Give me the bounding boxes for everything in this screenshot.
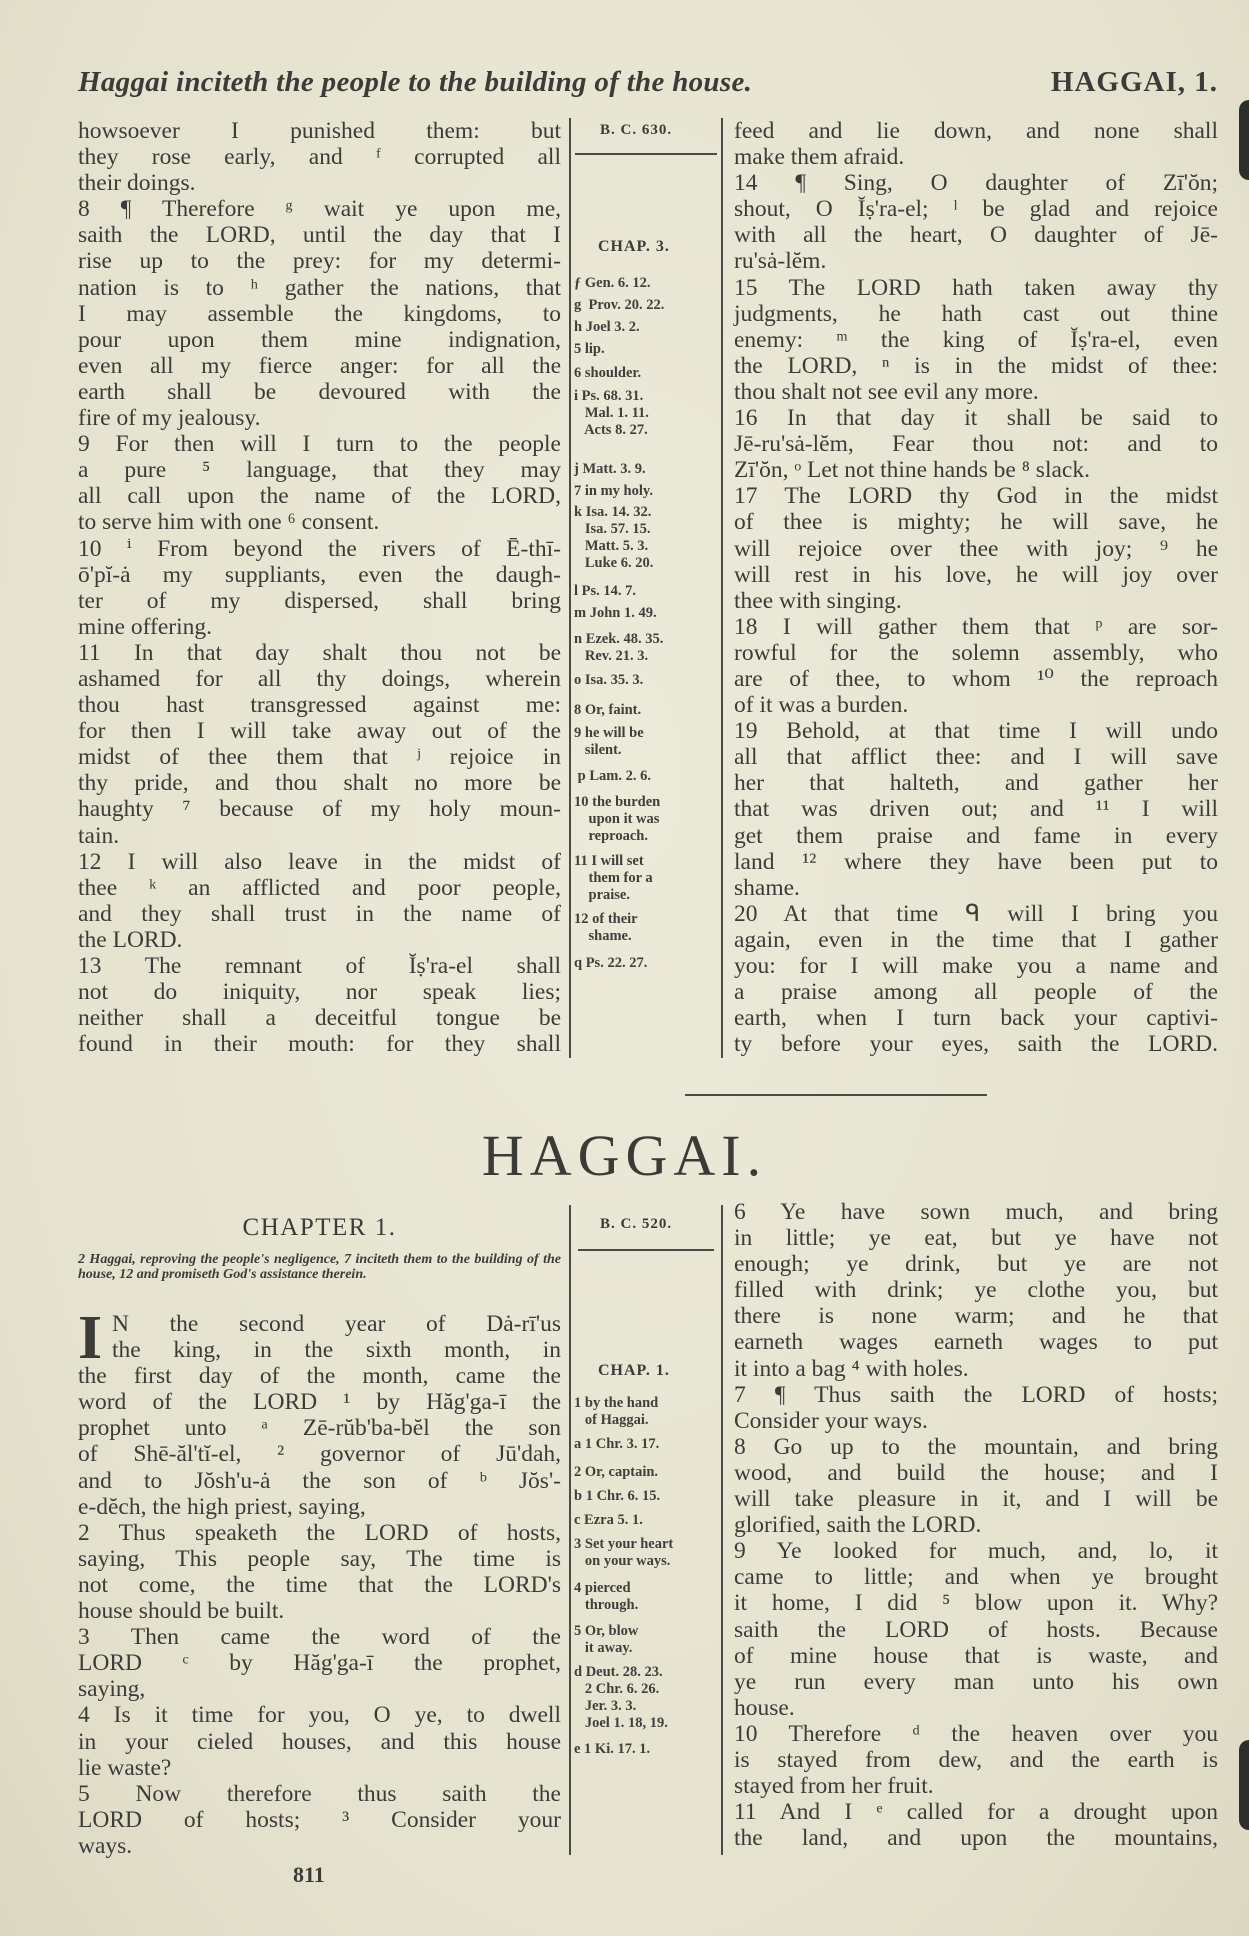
text-line: 13 The remnant of Ĭṣ'ra-el shall: [78, 953, 561, 979]
text-line: stayed from her fruit.: [734, 1773, 934, 1800]
text-line: saith the LORD of hosts. Because: [734, 1616, 1218, 1643]
text-line: ō'pĭ-ȧ my suppliants, even the daugh-: [78, 561, 561, 588]
text-line: 10 ⁱ From beyond the rivers of Ē-thī-: [78, 535, 561, 562]
text-line: there is none warm; and he that: [734, 1303, 1218, 1330]
text-line: the first day of the month, came the: [78, 1363, 561, 1390]
text-line: tain.: [78, 822, 120, 849]
text-line: her that halteth, and gather her: [734, 770, 1218, 797]
margin-note: q Ps. 22. 27.: [574, 955, 648, 971]
text-line: 16 In that day it shall be said to: [734, 405, 1218, 432]
text-line: 9 For then will I turn to the people: [78, 431, 561, 458]
text-line: howsoever I punished them: but: [78, 118, 561, 144]
text-line: 9 Ye looked for much, and, lo, it: [734, 1538, 1218, 1565]
text-line: ashamed for all thy doings, wherein: [78, 665, 561, 692]
text-line: the king, in the sixth month, in: [112, 1337, 561, 1364]
era-label: B. C. 630.: [600, 122, 673, 138]
text-line: and they shall trust in the name of: [78, 900, 561, 927]
book-title: HAGGAI.: [481, 1123, 768, 1188]
text-line: a praise among all people of the: [734, 979, 1218, 1006]
text-line: of mine house that is waste, and: [734, 1642, 1218, 1669]
text-line: land ¹² where they have been put to: [734, 848, 1218, 875]
text-line: I may assemble the kingdoms, to: [78, 300, 561, 327]
text-line: wood, and build the house; and I: [734, 1459, 1218, 1486]
text-line: haughty ⁷ because of my holy moun-: [78, 796, 561, 823]
column-divider: [721, 118, 723, 1058]
running-head-chapter: HAGGAI, 1.: [1050, 66, 1218, 98]
text-line: midst of thee them that ʲ rejoice in: [78, 744, 561, 771]
text-line: 15 The LORD hath taken away thy: [734, 274, 1218, 301]
margin-note: g Prov. 20. 22.: [574, 297, 665, 313]
text-line: 14 ¶ Sing, O daughter of Zī'ŏn;: [734, 170, 1218, 197]
margin-rule: [575, 153, 717, 155]
text-line: get them praise and fame in every: [734, 822, 1218, 849]
margin-note: n Ezek. 48. 35. Rev. 21. 3.: [574, 631, 664, 664]
text-line: 12 I will also leave in the midst of: [78, 848, 561, 875]
text-line: judgments, he hath cast out thine: [734, 300, 1218, 327]
text-line: thy pride, and thou shalt no more be: [78, 770, 561, 797]
text-line: you: for I will make you a name and: [734, 953, 1218, 979]
text-line: their doings.: [78, 170, 196, 197]
text-line: 8 ¶ Therefore ᵍ wait ye upon me,: [78, 196, 561, 223]
text-line: not come, the time that the LORD's: [78, 1571, 561, 1598]
margin-note: 9 he will be silent.: [574, 725, 644, 758]
text-line: all call upon the name of the LORD,: [78, 483, 561, 510]
text-line: filled with drink; ye clothe you, but: [734, 1277, 1218, 1304]
text-line: feed and lie down, and none shall: [734, 118, 1218, 144]
margin-chapter-label: CHAP. 3.: [598, 238, 670, 255]
text-line: rowful for the solemn assembly, who: [734, 639, 1218, 666]
margin-note: 3 Set your heart on your ways.: [574, 1536, 674, 1569]
margin-note: o Isa. 35. 3.: [574, 672, 644, 688]
text-line: ter of my dispersed, shall bring: [78, 587, 561, 614]
text-line: thee ᵏ an afflicted and poor people,: [78, 874, 561, 901]
text-line: again, even in the time that I gather: [734, 926, 1218, 953]
margin-note: 1 by the hand of Haggai.: [574, 1395, 659, 1428]
margin-note: 5 Or, blow it away.: [574, 1623, 639, 1656]
text-line: will take pleasure in it, and I will be: [734, 1486, 1218, 1513]
margin-note: 6 shoulder.: [574, 365, 642, 381]
page-number: 811: [293, 1862, 325, 1887]
text-line: the LORD.: [78, 926, 183, 953]
text-line: enemy: ᵐ the king of Ĭṣ'ra-el, even: [734, 326, 1218, 353]
text-line: N the second year of Dȧ-rī'us: [112, 1311, 561, 1337]
text-line: came to little; and when ye brought: [734, 1564, 1218, 1591]
margin-note: e 1 Ki. 17. 1.: [574, 1741, 651, 1757]
margin-rule: [578, 1249, 714, 1251]
text-line: 6 Ye have sown much, and bring: [734, 1199, 1218, 1225]
text-line: nation is to ʰ gather the nations, that: [78, 274, 561, 301]
zephaniah-right-column: [734, 118, 1218, 1057]
text-line: enough; ye drink, but ye are not: [734, 1251, 1218, 1278]
text-line: 7 ¶ Thus saith the LORD of hosts;: [734, 1381, 1218, 1408]
text-line: 3 Then came the word of the: [78, 1624, 561, 1651]
margin-note: m John 1. 49.: [574, 605, 657, 621]
text-line: to serve him with one ⁶ consent.: [78, 509, 380, 536]
text-line: the land, and upon the mountains,: [734, 1825, 1218, 1852]
thumb-index-tab: [1239, 1740, 1249, 1830]
margin-note: 4 pierced through.: [574, 1580, 639, 1613]
margin-note: 12 of their shame.: [574, 911, 638, 944]
chapter-heading: CHAPTER 1.: [242, 1214, 397, 1241]
text-line: for then I will take away out of the: [78, 718, 561, 745]
margin-note: d Deut. 28. 23. 2 Chr. 6. 26. Jer. 3. 3. Joel 1. 18, 19.: [574, 1664, 668, 1731]
zephaniah-left-column: [78, 118, 561, 1057]
text-line: will rejoice over thee with joy; ⁹ he: [734, 535, 1218, 562]
text-line: rise up to the prey: for my determi-: [78, 248, 561, 275]
margin-note: a 1 Chr. 3. 17.: [574, 1436, 660, 1452]
section-divider: [685, 1094, 987, 1096]
text-line: lie waste?: [78, 1754, 172, 1781]
thumb-index-tab: [1239, 100, 1249, 180]
margin-note: 2 Or, captain.: [574, 1464, 659, 1480]
haggai-left-column: [78, 1304, 561, 1859]
text-line: in little; ye eat, but ye have not: [734, 1225, 1218, 1252]
text-line: in your cieled houses, and this house: [78, 1728, 561, 1755]
running-head: [78, 66, 1218, 106]
text-line: found in their mouth: for they shall: [78, 1031, 561, 1058]
margin-note: l Ps. 14. 7.: [574, 583, 637, 599]
text-line: ty before your eyes, saith the LORD.: [734, 1031, 1218, 1058]
text-line: fire of my jealousy.: [78, 405, 261, 432]
margin-note: 10 the burden upon it was reproach.: [574, 794, 661, 844]
text-line: will rest in his love, he will joy over: [734, 561, 1218, 588]
text-line: pour upon them mine indignation,: [78, 326, 561, 353]
text-line: 18 I will gather them that ᵖ are sor-: [734, 613, 1218, 640]
text-line: house should be built.: [78, 1598, 285, 1625]
text-line: neither shall a deceitful tongue be: [78, 1005, 561, 1032]
text-line: 11 In that day shalt thou not be: [78, 639, 561, 666]
text-line: mine offering.: [78, 613, 213, 640]
text-line: 11 And I ᵉ called for a drought upon: [734, 1799, 1218, 1826]
text-line: of thee is mighty; he will save, he: [734, 509, 1218, 536]
text-line: Jē-ru'sȧ-lĕm, Fear thou not: and to: [734, 431, 1218, 458]
margin-note: p Lam. 2. 6.: [574, 768, 651, 784]
text-line: 4 Is it time for you, O ye, to dwell: [78, 1702, 561, 1729]
margin-note: c Ezra 5. 1.: [574, 1512, 643, 1528]
text-line: make them afraid.: [734, 144, 905, 171]
drop-cap: I: [78, 1304, 103, 1372]
text-line: 19 Behold, at that time I will undo: [734, 718, 1218, 745]
text-line: not do iniquity, nor speak lies;: [78, 979, 561, 1006]
margin-note: 7 in my holy.: [574, 483, 653, 499]
text-line: all that afflict thee: and I will save: [734, 744, 1218, 771]
running-head-title: Haggai inciteth the people to the building of the house.: [78, 66, 753, 98]
text-line: 17 The LORD thy God in the midst: [734, 483, 1218, 510]
text-line: ye run every man unto his own: [734, 1668, 1218, 1695]
text-line: is stayed from dew, and the earth is: [734, 1746, 1218, 1773]
text-line: e-dĕch, the high priest, saying,: [78, 1493, 366, 1520]
column-divider: [721, 1205, 723, 1855]
haggai-right-column: [734, 1199, 1218, 1851]
text-line: that was driven out; and ¹¹ I will: [734, 796, 1218, 823]
text-line: shout, O Ĭṣ'ra-el; ˡ be glad and rejoice: [734, 196, 1218, 223]
text-line: ways.: [78, 1832, 133, 1859]
text-line: 8 Go up to the mountain, and bring: [734, 1433, 1218, 1460]
text-line: glorified, saith the LORD.: [734, 1512, 982, 1539]
text-line: shame.: [734, 874, 800, 901]
margin-note: 11 I will set them for a praise.: [574, 853, 653, 903]
text-line: of Shē-ăl'tĭ-el, ² governor of Jū'dah,: [78, 1441, 561, 1468]
text-line: 2 Thus speaketh the LORD of hosts,: [78, 1519, 561, 1546]
margin-note: i Ps. 68. 31. Mal. 1. 11. Acts 8. 27.: [574, 388, 649, 438]
text-line: of it was a burden.: [734, 692, 909, 719]
era-label: B. C. 520.: [600, 1216, 673, 1232]
text-line: thou hast transgressed against me:: [78, 692, 561, 719]
text-line: saying, This people say, The time is: [78, 1545, 561, 1572]
text-line: Zī'ŏn, ᵒ Let not thine hands be ⁸ slack.: [734, 457, 1090, 484]
text-line: 20 At that time ᑫ will I bring you: [734, 900, 1218, 927]
text-line: are of thee, to whom ¹⁰ the reproach: [734, 665, 1218, 692]
margin-note: ƒ Gen. 6. 12.: [574, 275, 651, 291]
margin-note: h Joel 3. 2.: [574, 319, 640, 335]
column-divider: [569, 1205, 571, 1855]
margin-note: b 1 Chr. 6. 15.: [574, 1488, 661, 1504]
text-line: and to Jŏsh'u-ȧ the son of ᵇ Jŏs'-: [78, 1467, 561, 1494]
text-line: Consider your ways.: [734, 1407, 928, 1434]
text-line: earth shall be devoured with the: [78, 378, 561, 405]
text-line: ru'sȧ-lĕm.: [734, 248, 827, 275]
margin-note: 8 Or, faint.: [574, 702, 642, 718]
text-line: earth, when I turn back your captivi-: [734, 1005, 1218, 1032]
text-line: prophet unto ᵃ Zē-rŭb'ba-bĕl the son: [78, 1415, 561, 1442]
text-line: they rose early, and ᶠ corrupted all: [78, 144, 561, 171]
text-line: word of the LORD ¹ by Hăg'ga-ī the: [78, 1389, 561, 1416]
text-line: the LORD, ⁿ is in the midst of thee:: [734, 352, 1218, 379]
text-line: 10 Therefore ᵈ the heaven over you: [734, 1720, 1218, 1747]
text-line: it home, I did ⁵ blow upon it. Why?: [734, 1590, 1218, 1617]
margin-note: k Isa. 14. 32. Isa. 57. 15. Matt. 5. 3. Luke 6. 20.: [574, 504, 654, 571]
chapter-summary: 2 Haggai, reproving the people's negligence, 7 inciteth them to the building of the house, 12 and promiseth God's assistance therein.: [78, 1252, 561, 1282]
text-line: it into a bag ⁴ with holes.: [734, 1355, 969, 1382]
margin-note: 5 lip.: [574, 341, 605, 357]
text-line: with all the heart, O daughter of Jē-: [734, 222, 1218, 249]
text-line: thou shalt not see evil any more.: [734, 378, 1039, 405]
text-line: saith the LORD, until the day that I: [78, 222, 561, 249]
text-line: house.: [734, 1694, 795, 1721]
margin-chapter-label: CHAP. 1.: [598, 1362, 670, 1379]
margin-note: j Matt. 3. 9.: [574, 461, 646, 477]
text-line: 5 Now therefore thus saith the: [78, 1780, 561, 1807]
text-line: LORD ᶜ by Hăg'ga-ī the prophet,: [78, 1650, 561, 1677]
text-line: even all my fierce anger: for all the: [78, 352, 561, 379]
column-divider: [569, 118, 571, 1058]
text-line: a pure ⁵ language, that they may: [78, 457, 561, 484]
text-line: LORD of hosts; ³ Consider your: [78, 1806, 561, 1833]
text-line: saying,: [78, 1676, 146, 1703]
text-line: earneth wages earneth wages to put: [734, 1329, 1218, 1356]
text-line: thee with singing.: [734, 587, 902, 614]
